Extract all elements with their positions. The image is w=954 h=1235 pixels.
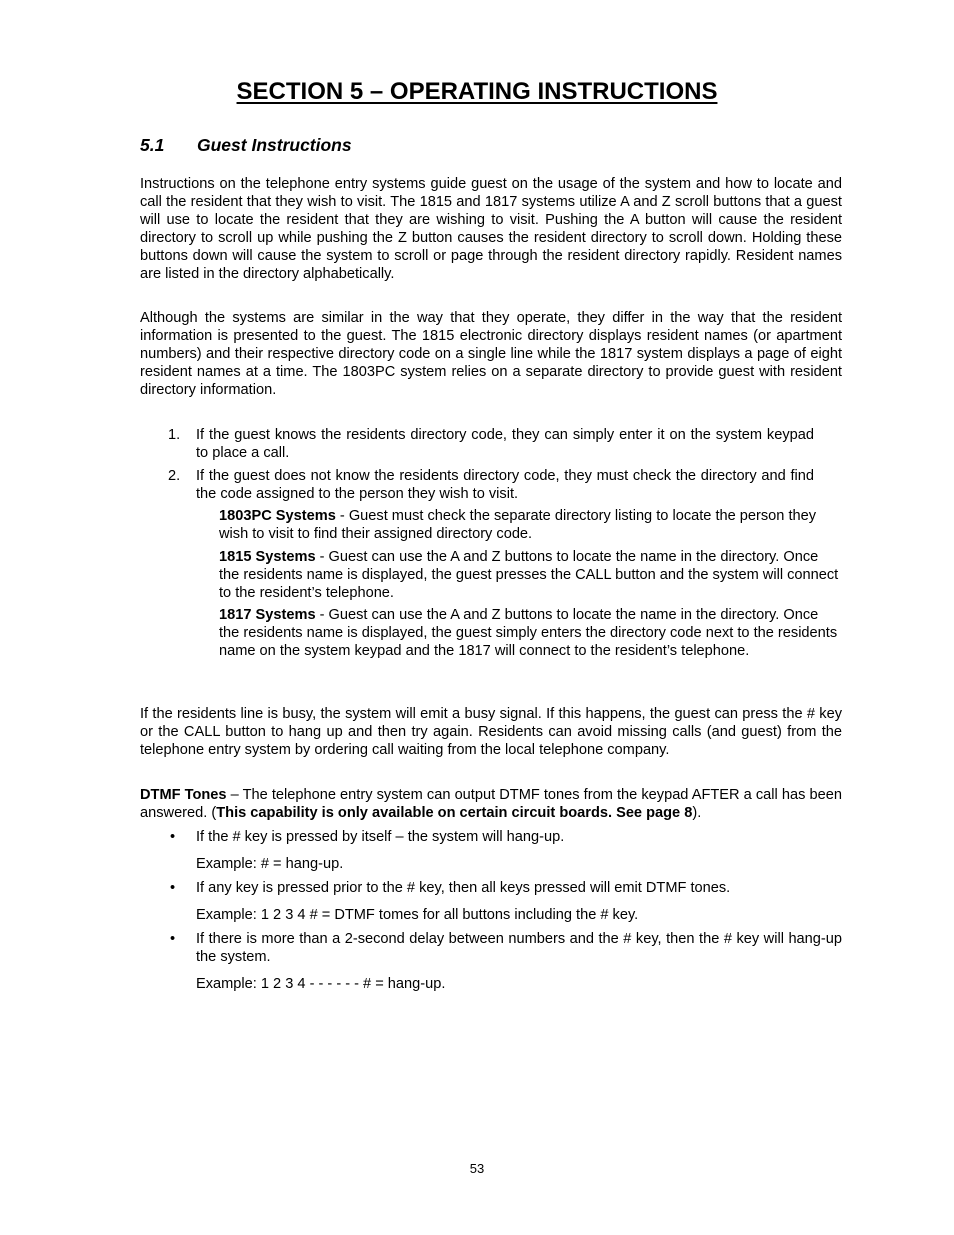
step-text: If the guest does not know the residents directory code, they must check the directory and find the code assigned to the person they wish to visit. — [196, 468, 814, 502]
dtmf-note: This capability is only available on certain circuit boards. See page 8 — [216, 805, 693, 821]
paragraph-busy-line: If the residents line is busy, the system will emit a busy signal. If this happens, the guest can press the # key or the CALL button to hang up and then try again. Residents can avoid missing calls (and guest) from the telephone entry system by ordering call waiting from the local telephone company. — [140, 706, 842, 758]
system-name: 1815 Systems — [219, 549, 316, 565]
paragraph-dtmf — [140, 786, 842, 822]
bullet-icon: • — [170, 931, 176, 947]
list-item — [168, 930, 842, 966]
system-text: - Guest can use the A and Z buttons to locate the name in the directory. Once the residents name is displayed, the guest presses the CALL button and the system will connect to the resident’s telephone. — [219, 549, 839, 601]
list-item — [168, 426, 814, 462]
system-name: 1803PC Systems — [219, 508, 336, 524]
list-item — [168, 879, 842, 897]
bullet-text: If the # key is pressed by itself – the system will hang-up. — [196, 829, 565, 845]
bullet-icon: • — [170, 880, 176, 896]
system-note-1815 — [219, 548, 841, 602]
list-item — [168, 467, 814, 503]
system-text: - Guest can use the A and Z buttons to locate the name in the directory. Once the residents name is displayed, the guest simply enters the directory code next to the residents name on the system keypad and the 1817 will connect to the resident’s telephone. — [219, 607, 838, 659]
step-number: 1. — [168, 427, 181, 443]
paragraph-systems-differ: Although the systems are similar in the way that they operate, they differ in the way that the resident information is presented to the guest. The 1815 electronic directory displays resident names (or apartment numbers) and their respective directory code on a single line while the 1817 system displays a page of eight resident names at a time. The 1803PC system relies on a separate directory to provide guest with resident directory information. — [140, 310, 842, 398]
step-text: If the guest knows the residents directory code, they can simply enter it on the system keypad to place a call. — [196, 427, 814, 461]
list-item — [168, 828, 842, 846]
page-number: 53 — [469, 1161, 485, 1176]
subsection-number: 5.1 — [140, 135, 165, 155]
steps-list — [168, 426, 814, 508]
bullet-text: If there is more than a 2-second delay between numbers and the # key, then the # key will hang-up the system. — [196, 931, 842, 965]
system-note-1803pc — [219, 507, 841, 543]
dtmf-label: DTMF Tones — [140, 787, 227, 803]
bullet-example: Example: 1 2 3 4 - - - - - - # = hang-up. — [196, 976, 446, 992]
system-name: 1817 Systems — [219, 607, 316, 623]
system-text: - Guest must check the separate directory listing to locate the person they wish to visit to find their assigned directory code. — [219, 508, 817, 542]
bullet-text: If any key is pressed prior to the # key, then all keys pressed will emit DTMF tones. — [196, 880, 731, 896]
bullet-example: Example: 1 2 3 4 # = DTMF tomes for all buttons including the # key. — [196, 907, 639, 923]
dtmf-text: – The telephone entry system can output DTMF tones from the keypad AFTER a call has been answered. ( — [140, 787, 842, 821]
bullet-icon: • — [170, 829, 176, 845]
subsection-heading — [140, 134, 352, 156]
bullet-example: Example: # = hang-up. — [196, 856, 344, 872]
dtmf-after: ). — [692, 805, 702, 821]
step-number: 2. — [168, 468, 181, 484]
system-note-1817 — [219, 606, 841, 660]
paragraph-intro: Instructions on the telephone entry systems guide guest on the usage of the system and how to locate and call the resident that they wish to visit. The 1815 and 1817 systems utilize A and Z scroll buttons that a guest will use to locate the resident that they are wishing to visit. Pushing the A button will cause the resident directory to scroll up while pushing the Z button causes the resident directory to scroll down. Holding these buttons down will cause the system to scroll or page through the resident directory rapidly. Resident names are listed in the directory alphabetically. — [140, 176, 842, 282]
section-title: SECTION 5 – OPERATING INSTRUCTIONS — [236, 78, 718, 105]
subsection-title: Guest Instructions — [197, 135, 352, 155]
